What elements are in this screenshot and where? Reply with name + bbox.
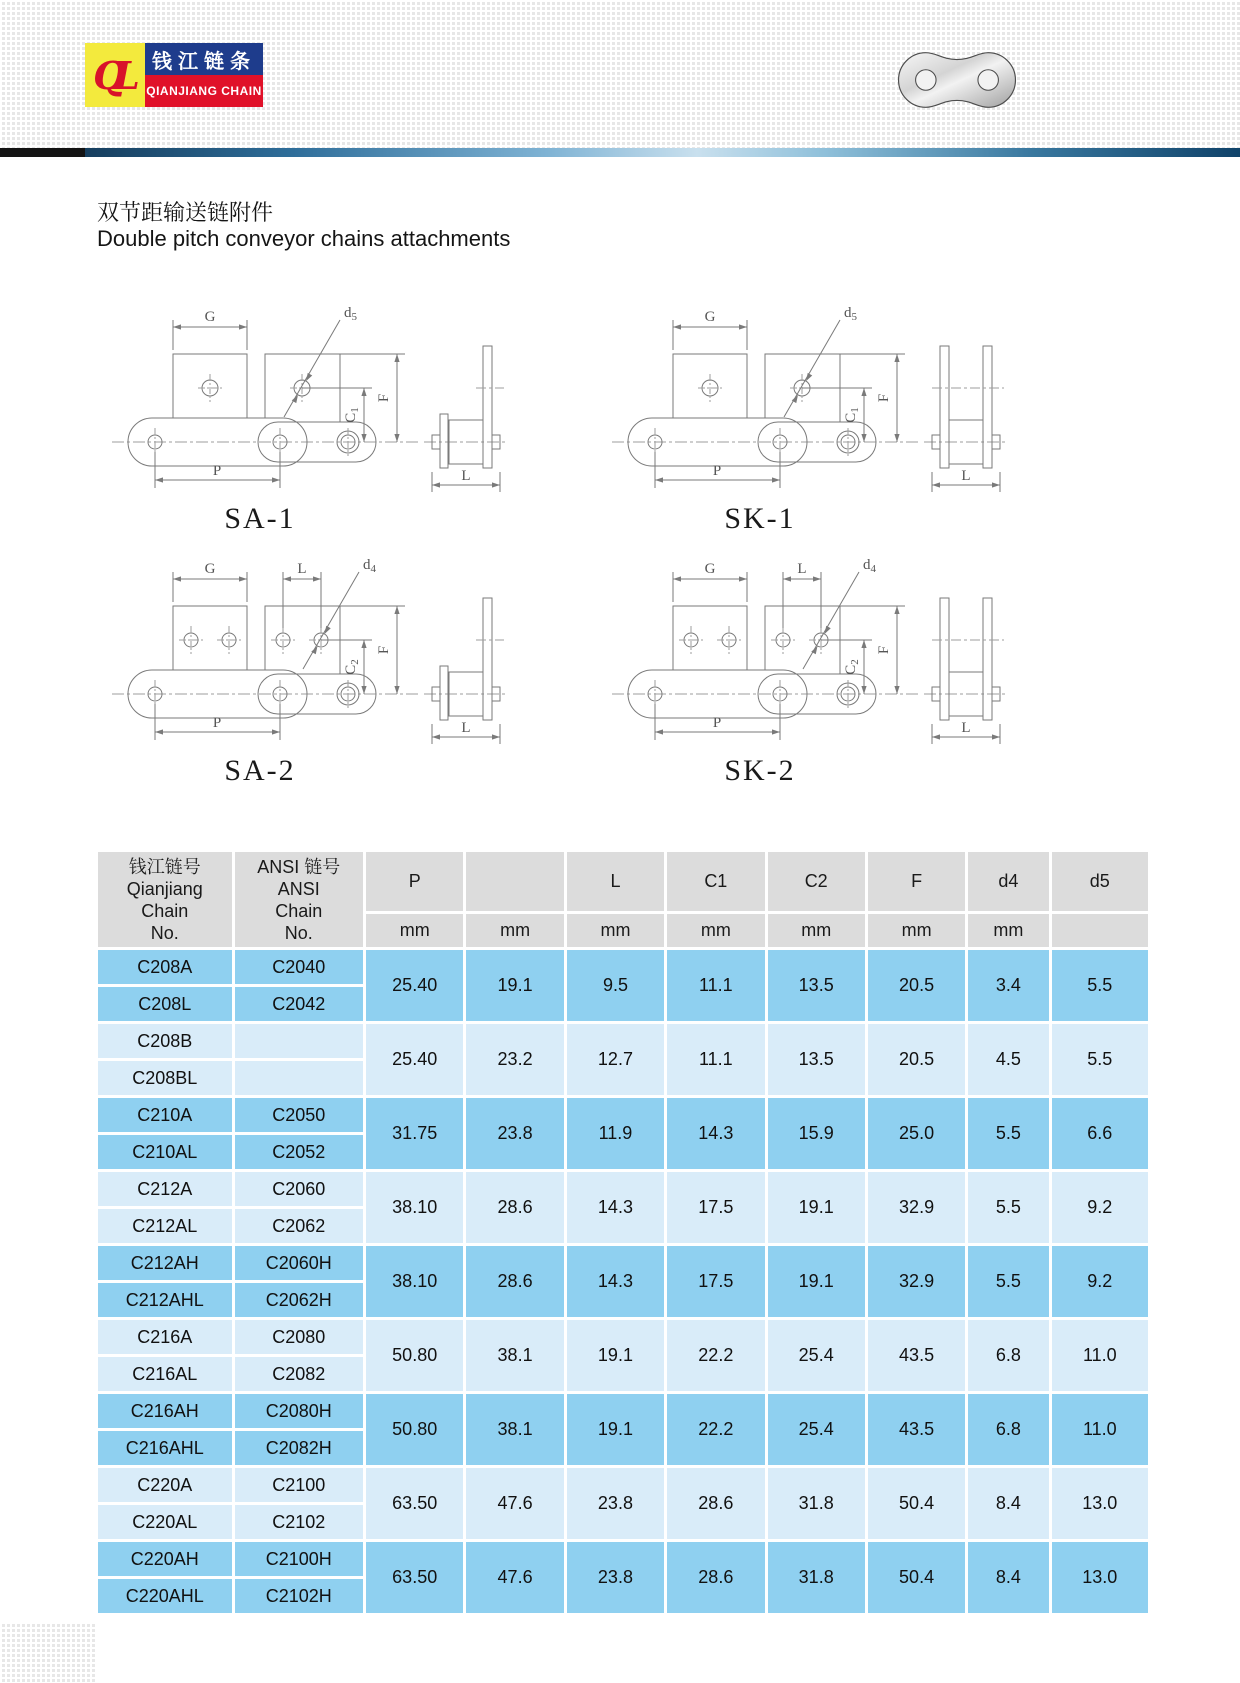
svg-text:d5: $d_5$ [344,305,357,323]
svg-text:L: L [461,720,471,736]
drawing-canvas-sk-1 [600,290,1010,495]
value-cell: 31.8 [768,1542,865,1613]
value-cell: 50.80 [366,1394,463,1465]
ansi-no-cell: C2082 [235,1357,364,1391]
value-cell: 8.4 [968,1542,1048,1613]
ansi-no-cell: C2100 [235,1468,364,1502]
value-cell: 19.1 [567,1320,664,1391]
logo-cn-text: 钱江链条 [145,43,263,75]
header-line: Chain [275,900,323,921]
value-cell: 32.9 [868,1172,965,1243]
value-cell: 28.6 [466,1246,563,1317]
drawing-label: SK-1 [724,502,796,535]
svg-text:G: G [204,309,216,325]
svg-text:L: L [961,720,971,736]
drawing-canvas-sa-1 [100,290,510,495]
value-cell: 63.50 [366,1542,463,1613]
value-cell: 23.2 [466,1024,563,1095]
svg-text:G: G [204,561,216,577]
value-cell: 38.1 [466,1394,563,1465]
header-unit-cell: mm [868,914,965,947]
chain-no-cell: C220AH [98,1542,232,1576]
value-cell: 11.9 [567,1098,664,1169]
value-cell: 28.6 [667,1542,764,1613]
value-cell: 5.5 [968,1172,1048,1243]
value-cell: 25.0 [868,1098,965,1169]
value-cell: 11.1 [667,950,764,1021]
header-col-L: L [567,852,664,911]
value-cell: 13.5 [768,1024,865,1095]
value-cell: 25.4 [768,1320,865,1391]
drawing-label: SK-2 [724,754,796,787]
svg-text:F: F [376,645,392,655]
ansi-no-cell: C2080 [235,1320,364,1354]
logo-monogram-text: QL [93,52,127,98]
header-unit-cell: mm [567,914,664,947]
header-ansi-chain-no [235,852,364,947]
header-col-blank [466,852,563,911]
ansi-no-cell: C2050 [235,1098,364,1132]
value-cell: 11.0 [1052,1320,1148,1391]
logo-monogram [85,43,145,107]
svg-text:L: L [797,561,807,577]
svg-text:G: G [704,309,716,325]
value-cell: 17.5 [667,1172,764,1243]
header-line: No. [284,922,313,943]
svg-text:C2: $C_2$ [843,659,861,675]
header-col-F: F [868,852,965,911]
value-cell: 5.5 [1052,1024,1148,1095]
header-line: Chain [141,900,189,921]
page-title-en: Double pitch conveyor chains attachments [97,226,511,251]
header-unit-cell: mm [667,914,764,947]
value-cell: 14.3 [567,1246,664,1317]
ansi-no-cell: C2052 [235,1135,364,1169]
value-cell: 28.6 [466,1172,563,1243]
value-cell: 13.0 [1052,1542,1148,1613]
value-cell: 17.5 [667,1246,764,1317]
drawing-sa-1 [100,290,510,536]
value-cell: 32.9 [868,1246,965,1317]
value-cell: 5.5 [1052,950,1148,1021]
drawing-sa-2 [100,542,510,788]
chain-no-cell: C208BL [98,1061,232,1095]
value-cell: 23.8 [466,1098,563,1169]
value-cell: 12.7 [567,1024,664,1095]
value-cell: 22.2 [667,1394,764,1465]
value-cell: 50.4 [868,1468,965,1539]
header-line: ANSI [277,878,320,899]
value-cell: 38.10 [366,1246,463,1317]
value-cell: 25.40 [366,1024,463,1095]
logo-en-text: QIANJIANG CHAIN [145,75,263,107]
value-cell: 14.3 [667,1098,764,1169]
chain-no-cell: C212AH [98,1246,232,1280]
value-cell: 19.1 [567,1394,664,1465]
value-cell: 63.50 [366,1468,463,1539]
value-cell: 5.5 [968,1098,1048,1169]
value-cell: 25.4 [768,1394,865,1465]
chain-no-cell: C220AHL [98,1579,232,1613]
svg-text:F: F [876,393,892,403]
svg-text:d5: $d_5$ [844,305,857,323]
value-cell: 11.1 [667,1024,764,1095]
chain-no-cell: C216AL [98,1357,232,1391]
value-cell: 11.0 [1052,1394,1148,1465]
svg-text:C1: $C_1$ [343,407,361,423]
footer-pattern [0,1622,95,1683]
value-cell: 19.1 [768,1172,865,1243]
chain-no-cell: C208L [98,987,232,1021]
ansi-no-cell: C2060H [235,1246,364,1280]
value-cell: 20.5 [868,1024,965,1095]
header-line: Qianjiang [126,878,203,899]
value-cell: 4.5 [968,1024,1048,1095]
svg-text:C1: $C_1$ [843,407,861,423]
drawing-sk-1 [600,290,1010,536]
svg-text:P: P [212,715,222,731]
drawing-label: SA-1 [224,502,296,535]
value-cell: 8.4 [968,1468,1048,1539]
header-unit-cell: mm [366,914,463,947]
header-line: ANSI 链号 [257,856,341,877]
value-cell: 38.1 [466,1320,563,1391]
ansi-no-cell: C2060 [235,1172,364,1206]
spec-table [95,849,1151,1616]
chain-no-cell: C212AHL [98,1283,232,1317]
drawing-canvas-sa-2 [100,542,510,747]
chain-no-cell: C210A [98,1098,232,1132]
value-cell: 14.3 [567,1172,664,1243]
divider-black-bar [0,148,85,157]
svg-text:P: P [712,463,722,479]
header-line: 钱江链号 [128,856,201,877]
ansi-no-cell: C2042 [235,987,364,1021]
ansi-no-cell [235,1061,364,1095]
svg-text:P: P [712,715,722,731]
header-col-C2: C2 [768,852,865,911]
chain-no-cell: C208A [98,950,232,984]
qianjiang-logo [85,43,263,107]
value-cell: 19.1 [768,1246,865,1317]
ansi-no-cell: C2100H [235,1542,364,1576]
ansi-no-cell: C2102 [235,1505,364,1539]
value-cell: 50.4 [868,1542,965,1613]
ansi-no-cell: C2082H [235,1431,364,1465]
svg-text:F: F [376,393,392,403]
value-cell: 13.0 [1052,1468,1148,1539]
value-cell: 6.6 [1052,1098,1148,1169]
value-cell: 13.5 [768,950,865,1021]
value-cell: 47.6 [466,1468,563,1539]
chain-no-cell: C212A [98,1172,232,1206]
svg-text:G: G [704,561,716,577]
header-unit-cell [1052,914,1148,947]
value-cell: 50.80 [366,1320,463,1391]
value-cell: 6.8 [968,1394,1048,1465]
value-cell: 43.5 [868,1394,965,1465]
drawing-canvas-sk-2 [600,542,1010,747]
drawing-sk-2 [600,542,1010,788]
value-cell: 6.8 [968,1320,1048,1391]
value-cell: 19.1 [466,950,563,1021]
chain-no-cell: C216A [98,1320,232,1354]
value-cell: 31.75 [366,1098,463,1169]
ansi-no-cell: C2102H [235,1579,364,1613]
svg-text:d4: $d_4$ [363,557,376,575]
value-cell: 15.9 [768,1098,865,1169]
chain-no-cell: C216AHL [98,1431,232,1465]
chain-no-cell: C208B [98,1024,232,1058]
header-qianjiang-chain-no [98,852,232,947]
value-cell: 25.40 [366,950,463,1021]
value-cell: 3.4 [968,950,1048,1021]
value-cell: 23.8 [567,1468,664,1539]
header-col-d5: d5 [1052,852,1148,911]
ansi-no-cell: C2062H [235,1283,364,1317]
chain-link-plate-image [893,42,1021,118]
header-col-P: P [366,852,463,911]
chain-no-cell: C216AH [98,1394,232,1428]
header-unit-cell: mm [466,914,563,947]
logo-text-block [145,43,263,107]
chain-no-cell: C210AL [98,1135,232,1169]
value-cell: 9.2 [1052,1172,1148,1243]
value-cell: 43.5 [868,1320,965,1391]
ansi-no-cell: C2040 [235,950,364,984]
svg-text:F: F [876,645,892,655]
value-cell: 9.5 [567,950,664,1021]
svg-text:C2: $C_2$ [343,659,361,675]
chain-no-cell: C220AL [98,1505,232,1539]
chain-no-cell: C212AL [98,1209,232,1243]
value-cell: 5.5 [968,1246,1048,1317]
svg-text:P: P [212,463,222,479]
svg-text:L: L [961,468,971,484]
value-cell: 31.8 [768,1468,865,1539]
value-cell: 9.2 [1052,1246,1148,1317]
value-cell: 47.6 [466,1542,563,1613]
page-title-cn: 双节距输送链附件 [97,200,274,225]
value-cell: 22.2 [667,1320,764,1391]
value-cell: 28.6 [667,1468,764,1539]
ansi-no-cell: C2062 [235,1209,364,1243]
header-line: No. [150,922,179,943]
ansi-no-cell: C2080H [235,1394,364,1428]
value-cell: 38.10 [366,1172,463,1243]
value-cell: 23.8 [567,1542,664,1613]
drawing-label: SA-2 [224,754,296,787]
svg-text:L: L [297,561,307,577]
header-unit-cell: mm [768,914,865,947]
value-cell: 20.5 [868,950,965,1021]
header-col-d4: d4 [968,852,1048,911]
svg-text:d4: $d_4$ [863,557,876,575]
chain-no-cell: C220A [98,1468,232,1502]
header-col-C1: C1 [667,852,764,911]
ansi-no-cell [235,1024,364,1058]
svg-text:L: L [461,468,471,484]
header-unit-cell: mm [968,914,1048,947]
divider-gradient-bar [85,148,1240,157]
